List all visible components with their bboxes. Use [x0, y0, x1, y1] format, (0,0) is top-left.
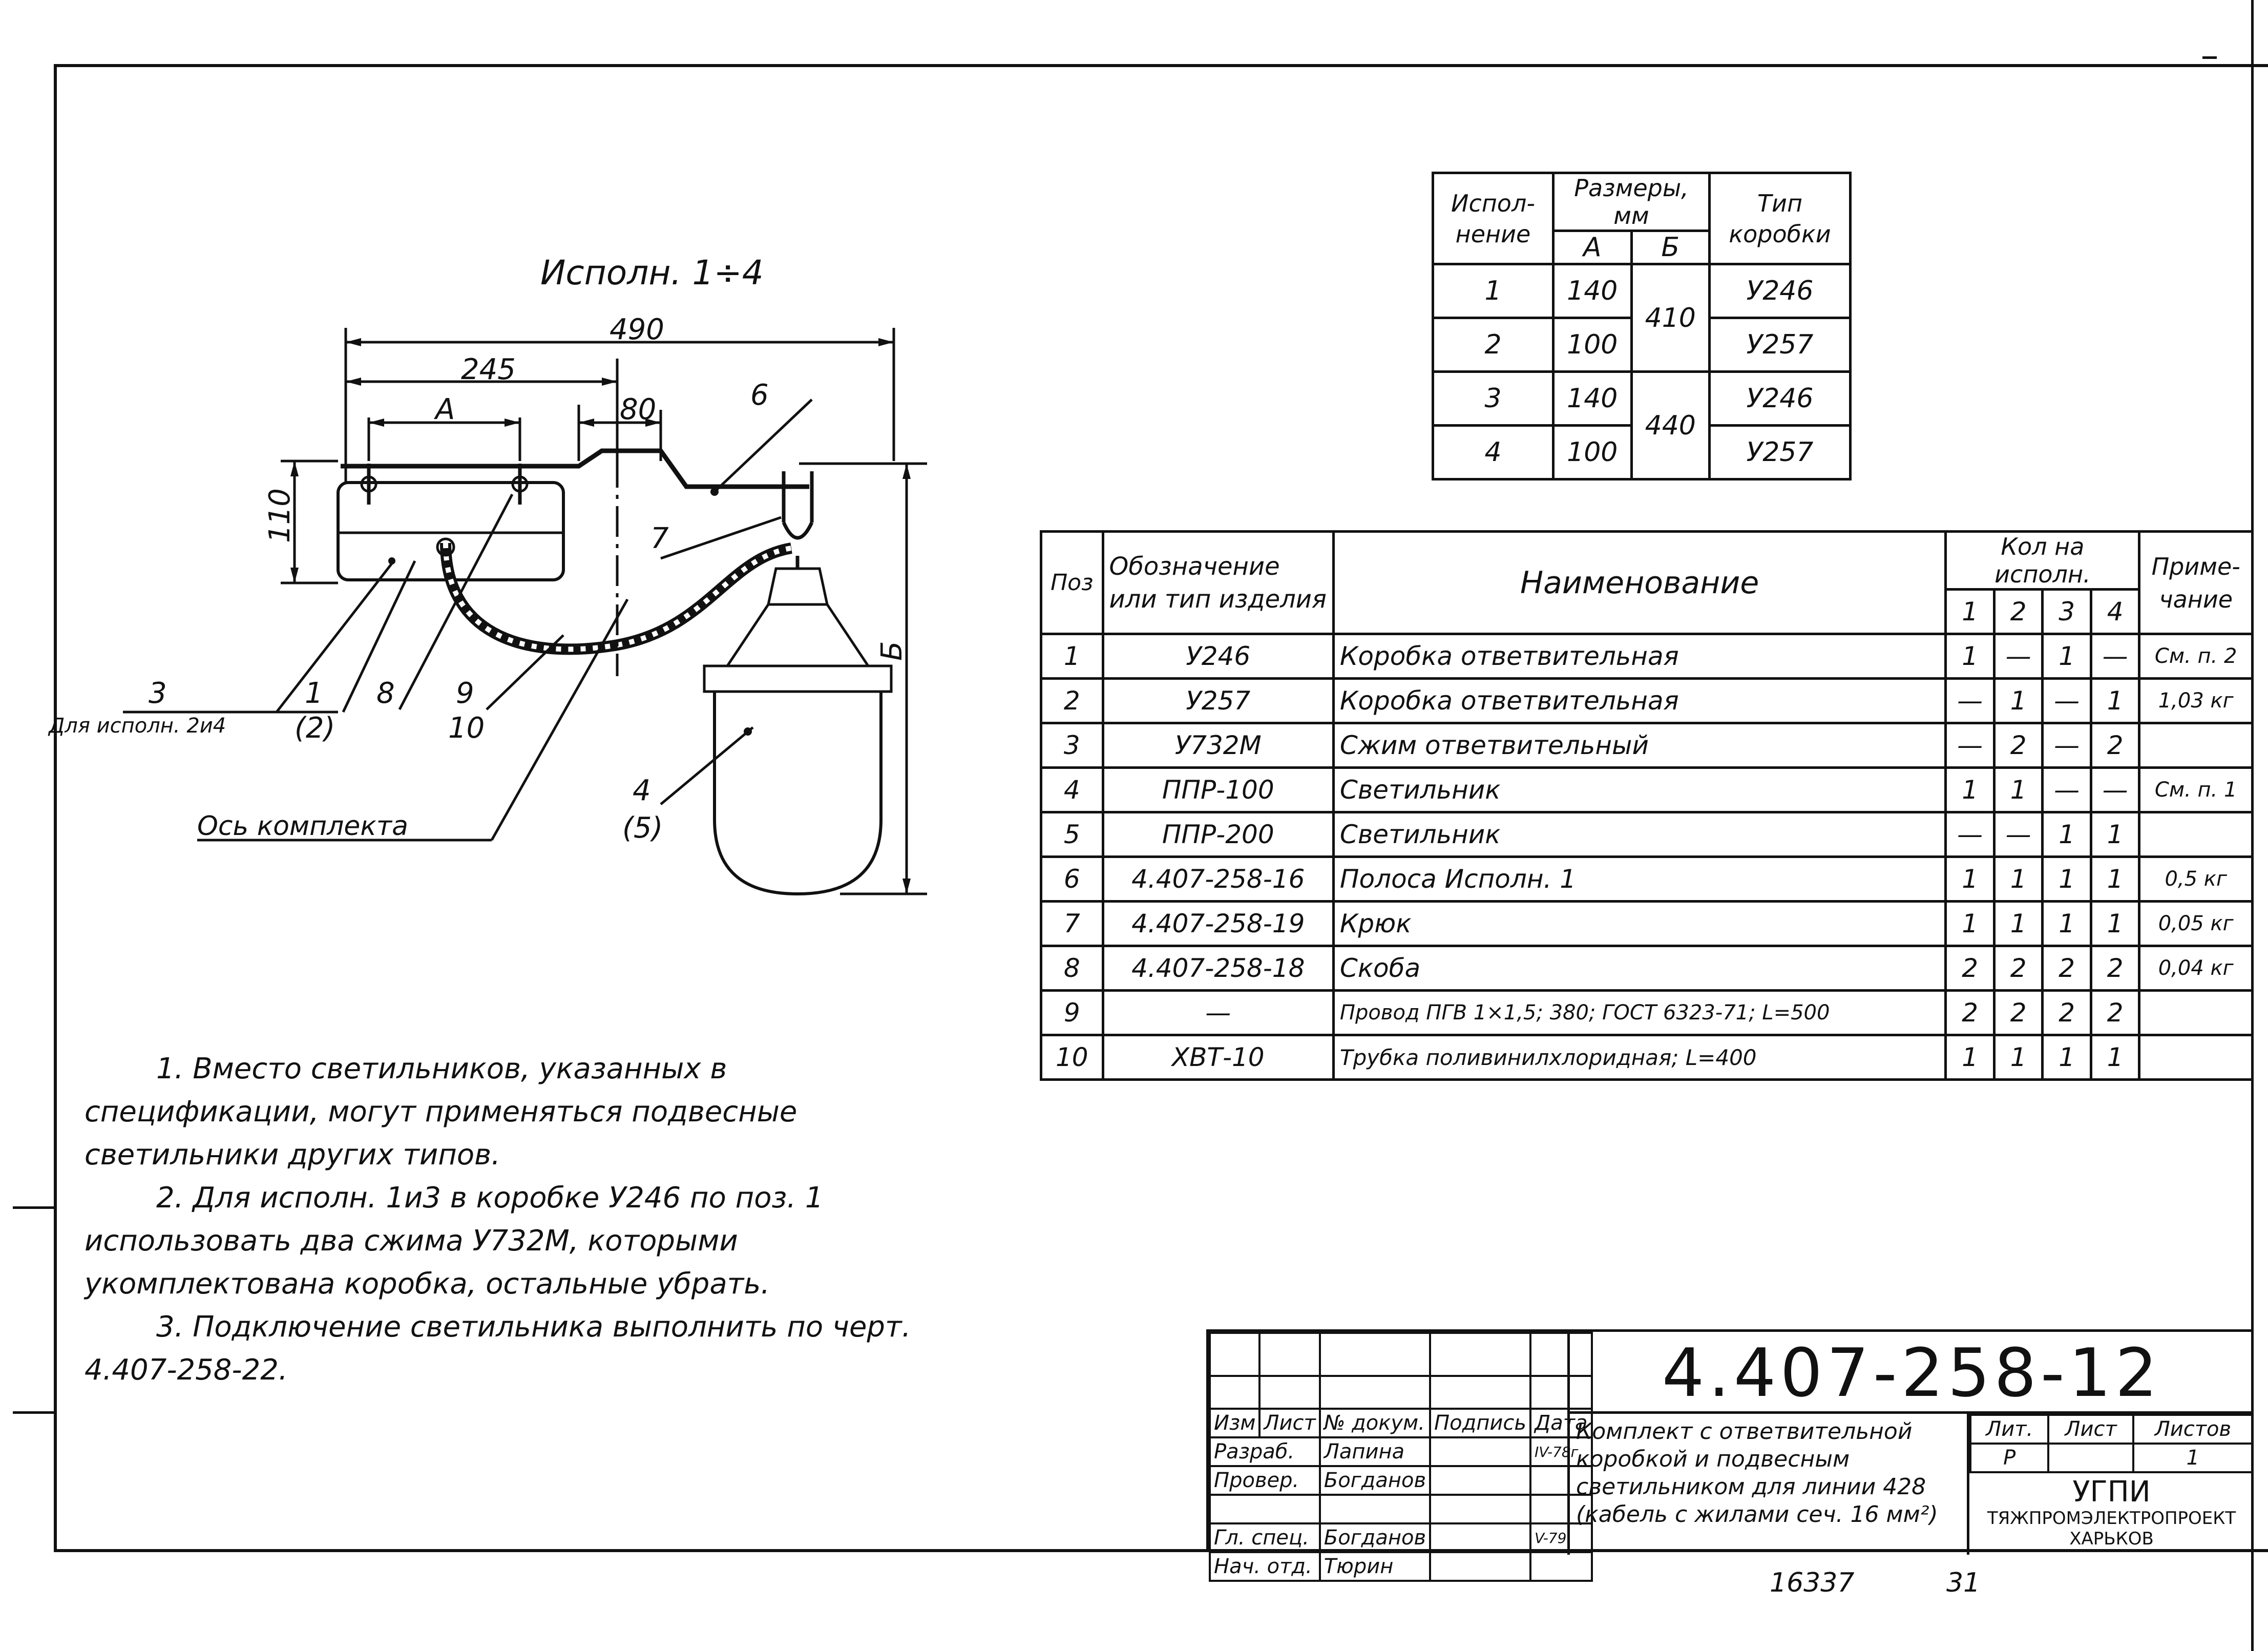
- person-date: [1530, 1552, 1592, 1581]
- spec-designation: ППР-100: [1103, 768, 1333, 812]
- variant-a: 100: [1553, 318, 1632, 372]
- spec-pos: 7: [1041, 902, 1103, 946]
- spec-note: 0,05 кг: [2139, 902, 2253, 946]
- spec-qty: 2: [2091, 946, 2139, 991]
- spec-pos: 2: [1041, 679, 1103, 723]
- spec-name: Полоса Исполн. 1: [1333, 857, 1945, 902]
- table-row: [1210, 1552, 1592, 1581]
- table-row: [1041, 902, 2253, 946]
- spec-pos: 8: [1041, 946, 1103, 991]
- spec-designation: У732М: [1103, 723, 1333, 768]
- spec-qty: 1: [2091, 857, 2139, 902]
- callout-10: 10: [448, 712, 485, 745]
- person-name: Лапина: [1320, 1437, 1430, 1466]
- spec-qty: —: [2043, 768, 2091, 812]
- spec-name: Светильник: [1333, 768, 1945, 812]
- spec-pos: 1: [1041, 634, 1103, 679]
- col-list: Лист: [1259, 1409, 1319, 1437]
- spec-name: Коробка ответвительная: [1333, 679, 1945, 723]
- spec-qty: 1: [1946, 768, 1994, 812]
- variants-header-variant: Испол-нение: [1433, 173, 1553, 264]
- spec-qty: 2: [1994, 991, 2043, 1035]
- callout-8: 8: [376, 677, 395, 710]
- assembly-drawing: [0, 0, 1076, 922]
- spec-qty: —: [2091, 768, 2139, 812]
- variant-b: 440: [1631, 372, 1710, 479]
- spec-qty: —: [2043, 723, 2091, 768]
- dim-b: Б: [875, 641, 909, 661]
- axis-label: Ось комплекта: [197, 811, 408, 842]
- spec-header-name: Наименование: [1333, 532, 1945, 634]
- spec-pos: 4: [1041, 768, 1103, 812]
- spec-note: 0,04 кг: [2139, 946, 2253, 991]
- person-role: Нач. отд.: [1210, 1552, 1320, 1581]
- spec-qty: —: [2043, 679, 2091, 723]
- person-name: [1320, 1495, 1430, 1523]
- variant-number: 3: [1433, 372, 1553, 426]
- spec-qty: 1: [2043, 1035, 2091, 1080]
- spec-pos: 6: [1041, 857, 1103, 902]
- org-name: УГПИ: [2072, 1475, 2151, 1509]
- person-role: Провер.: [1210, 1466, 1320, 1495]
- spec-designation: 4.407-258-18: [1103, 946, 1333, 991]
- person-date: V-79: [1530, 1523, 1592, 1552]
- person-role: Гл. спец.: [1210, 1523, 1320, 1552]
- table-row: [1041, 723, 2253, 768]
- org-institute: ТЯЖПРОМЭЛЕКТРОПРОЕКТ: [1987, 1508, 2236, 1529]
- person-name: Тюрин: [1320, 1552, 1430, 1581]
- spec-qty: 2: [2043, 946, 2091, 991]
- spec-qty: —: [1946, 812, 1994, 857]
- sheet-info: [1967, 1414, 2254, 1555]
- spec-header-q2: 2: [1994, 590, 2043, 634]
- table-row: [1041, 946, 2253, 991]
- spec-designation: У257: [1103, 679, 1333, 723]
- spec-qty: 2: [2091, 991, 2139, 1035]
- callout-5: (5): [622, 811, 663, 845]
- table-row: [1210, 1466, 1592, 1495]
- spec-name: Светильник: [1333, 812, 1945, 857]
- table-row: [1210, 1495, 1592, 1523]
- sheet-value: [2048, 1444, 2133, 1472]
- spec-qty: 1: [2091, 812, 2139, 857]
- inventory-number: 16337: [1770, 1568, 1855, 1598]
- spec-designation: —: [1103, 991, 1333, 1035]
- margin-mark-1: [13, 1206, 54, 1209]
- drawing-title: Комплект с ответвительной коробкой и подвесным светильником для линии 428 (кабель с жилами сеч. 16 мм²): [1567, 1414, 1967, 1555]
- spec-pos: 5: [1041, 812, 1103, 857]
- spec-note: 0,5 кг: [2139, 857, 2253, 902]
- spec-qty: 1: [1994, 902, 2043, 946]
- spec-qty: 2: [1946, 946, 1994, 991]
- lit-label: Лит.: [1970, 1415, 2048, 1444]
- dim-left: 245: [461, 353, 516, 386]
- doc-number: 4.407-258-12: [1567, 1332, 2254, 1414]
- table-row: [1041, 634, 2253, 679]
- spec-qty: 1: [2091, 1035, 2139, 1080]
- spec-qty: 1: [2091, 902, 2139, 946]
- spec-pos: 10: [1041, 1035, 1103, 1080]
- variant-number: 2: [1433, 318, 1553, 372]
- variants-header-b: Б: [1631, 231, 1710, 264]
- page-number: 31: [1946, 1568, 1981, 1598]
- callout-6: 6: [750, 379, 769, 412]
- spec-designation: 4.407-258-16: [1103, 857, 1333, 902]
- variants-header-sizes: Размеры, мм: [1553, 173, 1710, 231]
- spec-name: Провод ПГВ 1×1,5; 380; ГОСТ 6323-71; L=500: [1333, 991, 1945, 1035]
- table-row: [1041, 857, 2253, 902]
- spec-qty: —: [2091, 634, 2139, 679]
- callout-7: 7: [650, 522, 669, 555]
- spec-designation: 4.407-258-19: [1103, 902, 1333, 946]
- spec-qty: 1: [2043, 902, 2091, 946]
- spec-note: См. п. 1: [2139, 768, 2253, 812]
- spec-qty: —: [1946, 679, 1994, 723]
- callout-9: 9: [456, 677, 474, 710]
- spec-qty: 1: [1994, 679, 2043, 723]
- variant-box: У246: [1710, 372, 1851, 426]
- variants-table: [1432, 172, 1852, 480]
- spec-note: [2139, 723, 2253, 768]
- title-block: [1206, 1329, 2254, 1578]
- table-row: [1041, 1035, 2253, 1080]
- note-2: 2. Для исполн. 1и3 в коробке У246 по поз. 1 использовать два сжима У732М, которыми укомплектована коробка, остальные убрать.: [85, 1181, 824, 1301]
- col-izm: Изм: [1210, 1409, 1259, 1437]
- spec-header-q3: 3: [2043, 590, 2091, 634]
- spec-qty: 1: [1946, 634, 1994, 679]
- variant-a: 140: [1553, 372, 1632, 426]
- dim-overall: 490: [610, 313, 664, 346]
- variant-a: 140: [1553, 264, 1632, 318]
- spec-qty: 1: [1946, 857, 1994, 902]
- col-sign: Подпись: [1430, 1409, 1530, 1437]
- note-1: 1. Вместо светильников, указанных в спецификации, могут применяться подвесные светильники других типов.: [85, 1052, 797, 1172]
- view-title: Исполн. 1÷4: [540, 253, 764, 292]
- spec-qty: —: [1946, 723, 1994, 768]
- frame-tick: [2202, 56, 2217, 59]
- lit-value: Р: [1970, 1444, 2048, 1472]
- variants-header-box: Тип коробки: [1710, 173, 1851, 264]
- variant-number: 4: [1433, 426, 1553, 479]
- person-role: [1210, 1495, 1320, 1523]
- dim-a: A: [435, 393, 455, 426]
- spec-name: Крюк: [1333, 902, 1945, 946]
- sheet-label: Лист: [2048, 1415, 2133, 1444]
- spec-qty: 1: [2043, 857, 2091, 902]
- spec-qty: 2: [2091, 723, 2139, 768]
- spec-qty: 2: [1946, 991, 1994, 1035]
- variant-box: У257: [1710, 318, 1851, 372]
- table-row: [1041, 768, 2253, 812]
- table-row: [1041, 991, 2253, 1035]
- spec-qty: —: [1994, 812, 2043, 857]
- person-name: Богданов: [1320, 1523, 1430, 1552]
- table-row: [1041, 812, 2253, 857]
- spec-qty: 2: [1994, 723, 2043, 768]
- spec-qty: 2: [1994, 946, 2043, 991]
- sheets-label: Листов: [2133, 1415, 2253, 1444]
- note-3: 3. Подключение светильника выполнить по черт. 4.407-258-22.: [85, 1310, 911, 1387]
- callout-3-note: Для исполн. 2и4: [49, 714, 226, 738]
- spec-header-designation: Обозначение или тип изделия: [1103, 532, 1333, 634]
- spec-pos: 9: [1041, 991, 1103, 1035]
- table-row: [1433, 372, 1851, 426]
- spec-designation: ХВТ-10: [1103, 1035, 1333, 1080]
- person-date: IV-78г: [1530, 1437, 1592, 1466]
- spec-note: [2139, 812, 2253, 857]
- table-row: [1210, 1523, 1592, 1552]
- spec-qty: 1: [1946, 1035, 1994, 1080]
- revision-table: [1209, 1332, 1593, 1582]
- spec-header-note: Приме-чание: [2139, 532, 2253, 634]
- org-city: ХАРЬКОВ: [2069, 1529, 2154, 1549]
- spec-header-q4: 4: [2091, 590, 2139, 634]
- dim-gap: 80: [620, 393, 657, 426]
- variants-header-a: А: [1553, 231, 1632, 264]
- variant-box: У246: [1710, 264, 1851, 318]
- table-row: [1433, 264, 1851, 318]
- table-row: [1041, 679, 2253, 723]
- notes-block: [85, 1048, 930, 1392]
- callout-3: 3: [149, 677, 167, 710]
- spec-qty: 1: [1994, 768, 2043, 812]
- sheets-value: 1: [2133, 1444, 2253, 1472]
- spec-note: [2139, 1035, 2253, 1080]
- spec-header-pos: Поз: [1041, 532, 1103, 634]
- variant-number: 1: [1433, 264, 1553, 318]
- callout-2: (2): [295, 712, 335, 745]
- variant-box: У257: [1710, 426, 1851, 479]
- spec-qty: 1: [1994, 1035, 2043, 1080]
- callout-4: 4: [633, 774, 651, 807]
- spec-qty: 1: [2043, 634, 2091, 679]
- spec-name: Коробка ответвительная: [1333, 634, 1945, 679]
- spec-name: Скоба: [1333, 946, 1945, 991]
- spec-header-q1: 1: [1946, 590, 1994, 634]
- spec-note: 1,03 кг: [2139, 679, 2253, 723]
- spec-name: Сжим ответвительный: [1333, 723, 1945, 768]
- spec-qty: —: [1994, 634, 2043, 679]
- spec-name: Трубка поливинилхлоридная; L=400: [1333, 1035, 1945, 1080]
- spec-qty: 1: [2091, 679, 2139, 723]
- person-role: Разраб.: [1210, 1437, 1320, 1466]
- variant-a: 100: [1553, 426, 1632, 479]
- spec-note: См. п. 2: [2139, 634, 2253, 679]
- spec-pos: 3: [1041, 723, 1103, 768]
- spec-qty: 1: [2043, 812, 2091, 857]
- spec-qty: 2: [2043, 991, 2091, 1035]
- variant-b: 410: [1631, 264, 1710, 372]
- spec-table: [1040, 530, 2254, 1081]
- margin-mark-2: [13, 1411, 54, 1414]
- table-row: [1210, 1437, 1592, 1466]
- spec-qty: 1: [1994, 857, 2043, 902]
- person-name: Богданов: [1320, 1466, 1430, 1495]
- dim-height: 110: [263, 488, 297, 543]
- spec-designation: ППР-200: [1103, 812, 1333, 857]
- callout-1: 1: [305, 677, 323, 710]
- col-date: Дата: [1530, 1409, 1592, 1437]
- spec-header-qty: Кол на исполн.: [1946, 532, 2139, 590]
- spec-designation: У246: [1103, 634, 1333, 679]
- col-doc: № докум.: [1320, 1409, 1430, 1437]
- spec-qty: 1: [1946, 902, 1994, 946]
- spec-note: [2139, 991, 2253, 1035]
